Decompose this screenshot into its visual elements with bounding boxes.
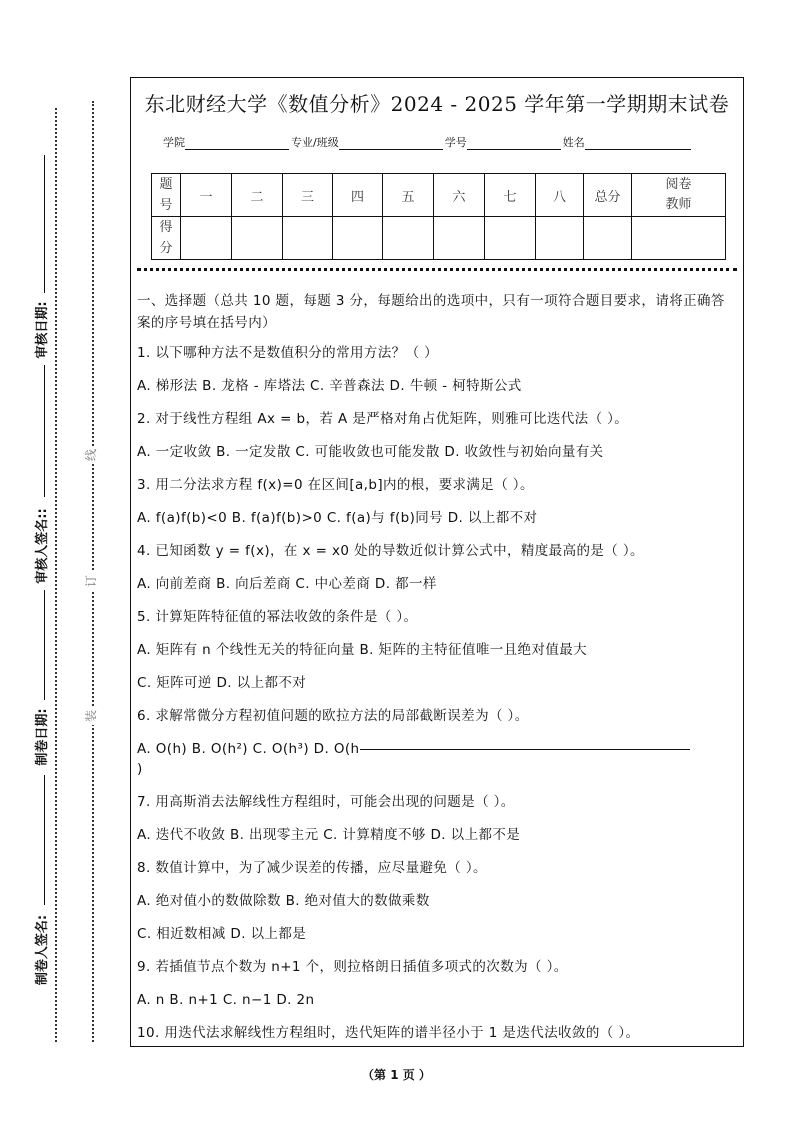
review-date-label: 审核日期: <box>34 301 50 359</box>
score-cell-8[interactable] <box>536 217 584 260</box>
question-8-options-ab: A. 绝对值小的数做除数 B. 绝对值大的数做乘数 <box>137 893 430 909</box>
binding-mark-ding: 订 <box>82 572 104 590</box>
college-label: 学院 <box>163 136 185 149</box>
question-9-options: A. n B. n+1 C. n−1 D. 2n <box>137 992 315 1008</box>
score-table <box>151 173 726 260</box>
section-title: 一、选择题（总共 10 题，每题 3 分，每题给出的选项中，只有一项符合题目要求，请将正确答案的序号填在括号内） <box>137 293 725 331</box>
question-6-options: A. O(h) B. O(h²) C. O(h³) D. O(h <box>137 739 737 759</box>
reviewer-signature-line[interactable] <box>44 365 45 497</box>
question-7-options: A. 迭代不收敛 B. 出现零主元 C. 计算精度不够 D. 以上都不是 <box>137 827 521 843</box>
page-number: （第 1 页 ） <box>362 1068 431 1082</box>
score-cell-2[interactable] <box>232 217 283 260</box>
score-cell-total[interactable] <box>584 217 632 260</box>
question-1-options: A. 梯形法 B. 龙格 - 库塔法 C. 辛普森法 D. 牛顿 - 柯特斯公式 <box>137 378 522 394</box>
binding-mark-xian: 线 <box>82 446 104 464</box>
question-5: 5. 计算矩阵特征值的幂法收敛的条件是（ ）。 <box>137 609 418 625</box>
question-9: 9. 若插值节点个数为 n+1 个，则拉格朗日插值多项式的次数为（ ）。 <box>137 959 568 975</box>
question-7: 7. 用高斯消去法解线性方程组时，可能会出现的问题是（ ）。 <box>137 794 515 810</box>
multiple-choice-section <box>137 290 737 1056</box>
question-1: 1. 以下哪种方法不是数值积分的常用方法？（ ） <box>137 345 439 361</box>
col-total: 总分 <box>584 174 632 217</box>
name-label: 姓名 <box>562 136 585 149</box>
col-3: 三 <box>283 174 333 217</box>
question-10: 10. 用迭代法求解线性方程组时，迭代矩阵的谱半径小于 1 是迭代法收敛的（ ）。 <box>137 1025 640 1041</box>
question-4-options: A. 向前差商 B. 向后差商 C. 中心差商 D. 都一样 <box>137 576 437 592</box>
question-5-options-ab: A. 矩阵有 n 个线性无关的特征向量 B. 矩阵的主特征值唯一且绝对值最大 <box>137 642 588 658</box>
score-cell-1[interactable] <box>181 217 232 260</box>
score-cell-7[interactable] <box>485 217 536 260</box>
major-class-label: 专业/班级 <box>291 136 339 149</box>
prepare-date-line[interactable] <box>44 590 45 700</box>
horizontal-rule <box>360 749 690 750</box>
col-8: 八 <box>536 174 584 217</box>
binding-dotted-line-inner <box>55 108 57 1042</box>
col-5: 五 <box>383 174 434 217</box>
student-info-row <box>163 134 693 150</box>
student-id-field[interactable] <box>467 137 561 150</box>
question-8: 8. 数值计算中，为了减少误差的传播，应尽量避免（ ）。 <box>137 860 487 876</box>
question-2: 2. 对于线性方程组 Ax = b，若 A 是严格对角占优矩阵，则雅可比迭代法（ ）。 <box>137 411 629 427</box>
question-4: 4. 已知函数 y = f(x)，在 x = x0 处的导数近似计算公式中，精度最高的是（ ）。 <box>137 543 644 559</box>
question-number-row <box>152 174 726 217</box>
preparer-signature-label: 制卷人签名: <box>34 914 50 986</box>
review-date-line[interactable] <box>44 155 45 293</box>
college-field[interactable] <box>185 137 289 150</box>
question-6: 6. 求解常微分方程初值问题的欧拉方法的局部截断误差为（ ）。 <box>137 708 529 724</box>
preparer-signature-line[interactable] <box>44 775 45 905</box>
exam-title: 东北财经大学《数值分析》2024 - 2025 学年第一学期期末试卷 <box>144 92 730 116</box>
col-2: 二 <box>232 174 283 217</box>
col-7: 七 <box>485 174 536 217</box>
binding-mark-zhuang: 装 <box>82 707 104 725</box>
student-id-label: 学号 <box>444 136 467 149</box>
score-cell-grader[interactable] <box>632 217 726 260</box>
exam-frame <box>130 77 744 1047</box>
col-6: 六 <box>434 174 485 217</box>
question-number-header: 题 号 <box>152 174 181 217</box>
prepare-date-label: 制卷日期: <box>34 708 50 766</box>
question-3: 3. 用二分法求方程 f(x)=0 在区间[a,b]内的根，要求满足（ ）。 <box>137 477 534 493</box>
question-2-options: A. 一定收敛 B. 一定发散 C. 可能收敛也可能发散 D. 收敛性与初始向量有关 <box>137 444 604 460</box>
reviewer-signature-label: 审核人签名:: <box>34 508 50 584</box>
major-class-field[interactable] <box>339 137 443 150</box>
question-5-options-cd: C. 矩阵可逆 D. 以上都不对 <box>137 675 307 691</box>
col-grader: 阅卷 教师 <box>632 174 726 217</box>
score-cell-5[interactable] <box>383 217 434 260</box>
score-header: 得 分 <box>152 217 181 260</box>
col-4: 四 <box>333 174 383 217</box>
question-6-options-close: ) <box>137 761 143 777</box>
score-cell-3[interactable] <box>283 217 333 260</box>
dotted-separator <box>137 268 737 271</box>
col-1: 一 <box>181 174 232 217</box>
question-8-options-cd: C. 相近数相减 D. 以上都是 <box>137 926 307 942</box>
score-cell-6[interactable] <box>434 217 485 260</box>
score-cell-4[interactable] <box>333 217 383 260</box>
question-3-options: A. f(a)f(b)<0 B. f(a)f(b)>0 C. f(a)与 f(b)同号 D. 以上都不对 <box>137 510 538 526</box>
name-field[interactable] <box>585 137 691 150</box>
score-row <box>152 217 726 260</box>
